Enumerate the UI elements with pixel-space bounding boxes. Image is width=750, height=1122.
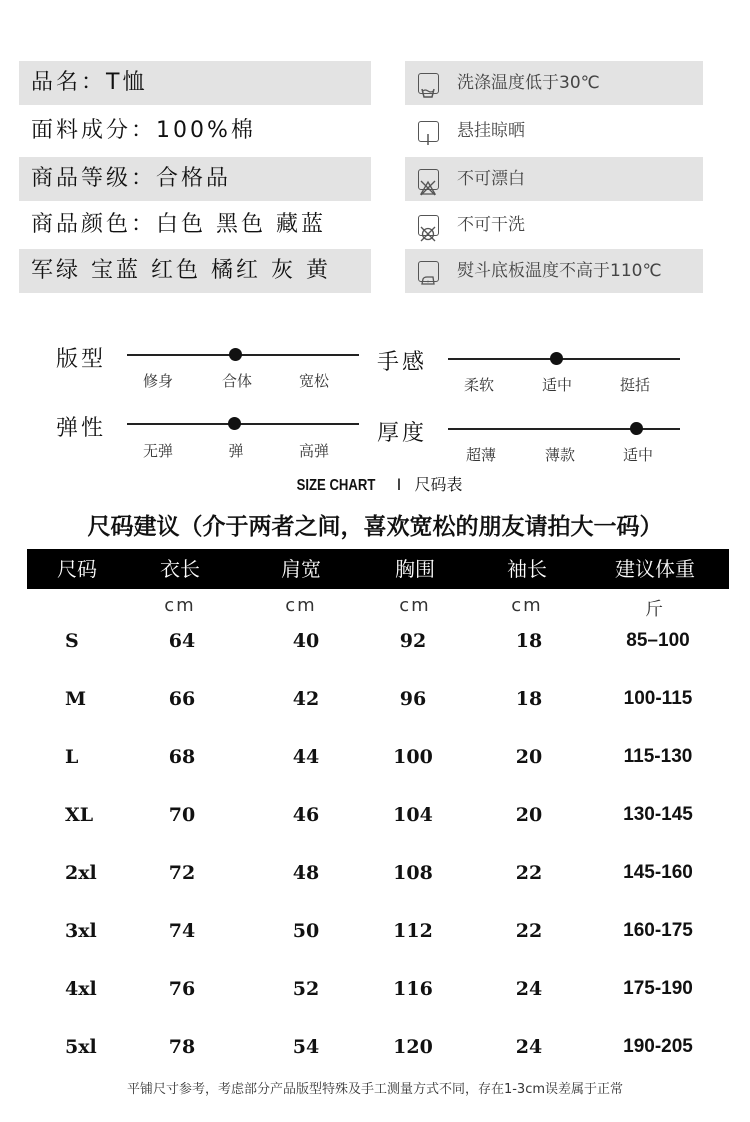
header-sleeve: 袖长 (507, 557, 547, 581)
cell-weight: 115-130 (623, 746, 693, 767)
care-instruction-row (405, 249, 703, 293)
cell-sleeve: 24 (515, 978, 543, 1000)
unit-sleeve: cm (511, 595, 543, 616)
header-shoulder: 肩宽 (281, 557, 321, 581)
product-info-row: 商品等级：合格品 (19, 157, 371, 201)
cell-length: 70 (168, 804, 196, 826)
thickness-option: 薄款 (544, 446, 575, 464)
thickness-label: 厚度 (377, 421, 428, 446)
cell-chest: 100 (393, 746, 433, 768)
unit-length: cm (164, 595, 196, 616)
cell-shoulder: 52 (292, 978, 320, 1000)
feel-marker (550, 352, 563, 365)
unit-weight: 斤 (645, 599, 665, 620)
care-instruction-text: 不可干洗 (457, 215, 525, 235)
measurement-note: 平铺尺寸参考，考虑部分产品版型特殊及手工测量方式不同，存在1-3cm误差属于正常 (126, 1082, 624, 1097)
no-dry-clean-icon (418, 215, 439, 236)
thickness-track (448, 428, 680, 430)
cell-size: XL (65, 804, 94, 826)
cell-size: 4xl (65, 978, 97, 1000)
size-recommendation: 尺码建议（介于两者之间，喜欢宽松的朋友请拍大一码） (87, 514, 663, 540)
fit-option: 宽松 (298, 372, 329, 390)
cell-weight: 85–100 (626, 630, 690, 651)
fit-option: 修身 (142, 372, 173, 390)
size-chart-heading (0, 472, 750, 495)
cell-size: L (65, 746, 79, 768)
product-info-row: 品名：T恤 (19, 61, 371, 105)
unit-shoulder: cm (285, 595, 317, 616)
care-instruction-row (405, 157, 703, 201)
cell-chest: 92 (399, 630, 427, 652)
cell-shoulder: 44 (292, 746, 320, 768)
care-instruction-text: 不可漂白 (457, 169, 525, 189)
cell-chest: 96 (399, 688, 427, 710)
cell-size: 5xl (65, 1036, 97, 1058)
cell-sleeve: 20 (515, 746, 543, 768)
cell-chest: 112 (393, 920, 433, 942)
cell-weight: 100-115 (623, 688, 693, 709)
header-chest: 胸围 (395, 557, 435, 581)
cell-weight: 160-175 (623, 920, 693, 941)
cell-sleeve: 20 (515, 804, 543, 826)
care-instruction-row (405, 109, 703, 153)
elastic-label: 弹性 (56, 416, 107, 441)
feel-option: 挺括 (619, 376, 650, 394)
care-instruction-row (405, 203, 703, 247)
iron-icon (418, 261, 439, 282)
feel-label: 手感 (377, 350, 428, 375)
care-instruction-text: 熨斗底板温度不高于110℃ (457, 261, 662, 281)
elastic-option: 高弹 (298, 442, 329, 460)
fit-marker (229, 348, 242, 361)
care-instruction-text: 洗涤温度低于30℃ (457, 73, 600, 93)
cell-shoulder: 48 (292, 862, 320, 884)
product-info-row: 面料成分：100%棉 (31, 118, 256, 143)
cell-chest: 104 (393, 804, 433, 826)
header-length: 衣长 (160, 557, 200, 581)
cell-length: 72 (168, 862, 196, 884)
size-chart-title-cn: 尺码表 (414, 475, 463, 494)
thickness-option: 超薄 (465, 446, 496, 464)
cell-size: 3xl (65, 920, 97, 942)
cell-sleeve: 18 (515, 630, 543, 652)
cell-length: 64 (168, 630, 196, 652)
cell-size: 2xl (65, 862, 97, 884)
cell-shoulder: 50 (292, 920, 320, 942)
cell-shoulder: 42 (292, 688, 320, 710)
cell-sleeve: 22 (515, 920, 543, 942)
cell-sleeve: 18 (515, 688, 543, 710)
cell-sleeve: 22 (515, 862, 543, 884)
elastic-track (127, 423, 359, 425)
fit-track (127, 354, 359, 356)
fit-option: 合体 (221, 372, 252, 390)
thickness-marker (630, 422, 643, 435)
no-bleach-icon (418, 169, 439, 190)
thickness-option: 适中 (622, 446, 653, 464)
size-table-header (27, 549, 729, 589)
cell-weight: 130-145 (623, 804, 693, 825)
elastic-marker (228, 417, 241, 430)
cell-chest: 116 (393, 978, 433, 1000)
wash-tub-icon (418, 73, 439, 94)
cell-length: 76 (168, 978, 196, 1000)
cell-length: 66 (168, 688, 196, 710)
care-instruction-row (405, 61, 703, 105)
cell-shoulder: 54 (292, 1036, 320, 1058)
cell-weight: 190-205 (623, 1036, 693, 1057)
care-instruction-text: 悬挂晾晒 (457, 121, 525, 141)
cell-chest: 108 (393, 862, 433, 884)
cell-shoulder: 40 (292, 630, 320, 652)
cell-length: 68 (168, 746, 196, 768)
feel-track (448, 358, 680, 360)
product-info-row: 商品颜色：白色 黑色 藏蓝 (31, 212, 326, 237)
elastic-option: 无弹 (142, 442, 173, 460)
cell-size: S (65, 630, 79, 652)
cell-length: 74 (168, 920, 196, 942)
cell-weight: 145-160 (623, 862, 693, 883)
cell-length: 78 (168, 1036, 196, 1058)
cell-weight: 175-190 (623, 978, 693, 999)
product-info-row: 军绿 宝蓝 红色 橘红 灰 黄 (19, 249, 371, 293)
heading-separator: I (396, 475, 402, 494)
feel-option: 柔软 (463, 376, 494, 394)
cell-shoulder: 46 (292, 804, 320, 826)
feel-option: 适中 (541, 376, 572, 394)
hang-dry-icon (418, 121, 439, 142)
header-size: 尺码 (57, 557, 97, 581)
cell-sleeve: 24 (515, 1036, 543, 1058)
elastic-option: 弹 (228, 442, 244, 460)
cell-size: M (65, 688, 87, 710)
cell-chest: 120 (393, 1036, 433, 1058)
size-chart-title-en: SIZE CHART (296, 477, 375, 494)
header-weight: 建议体重 (615, 557, 695, 581)
unit-chest: cm (399, 595, 431, 616)
fit-label: 版型 (56, 347, 107, 372)
